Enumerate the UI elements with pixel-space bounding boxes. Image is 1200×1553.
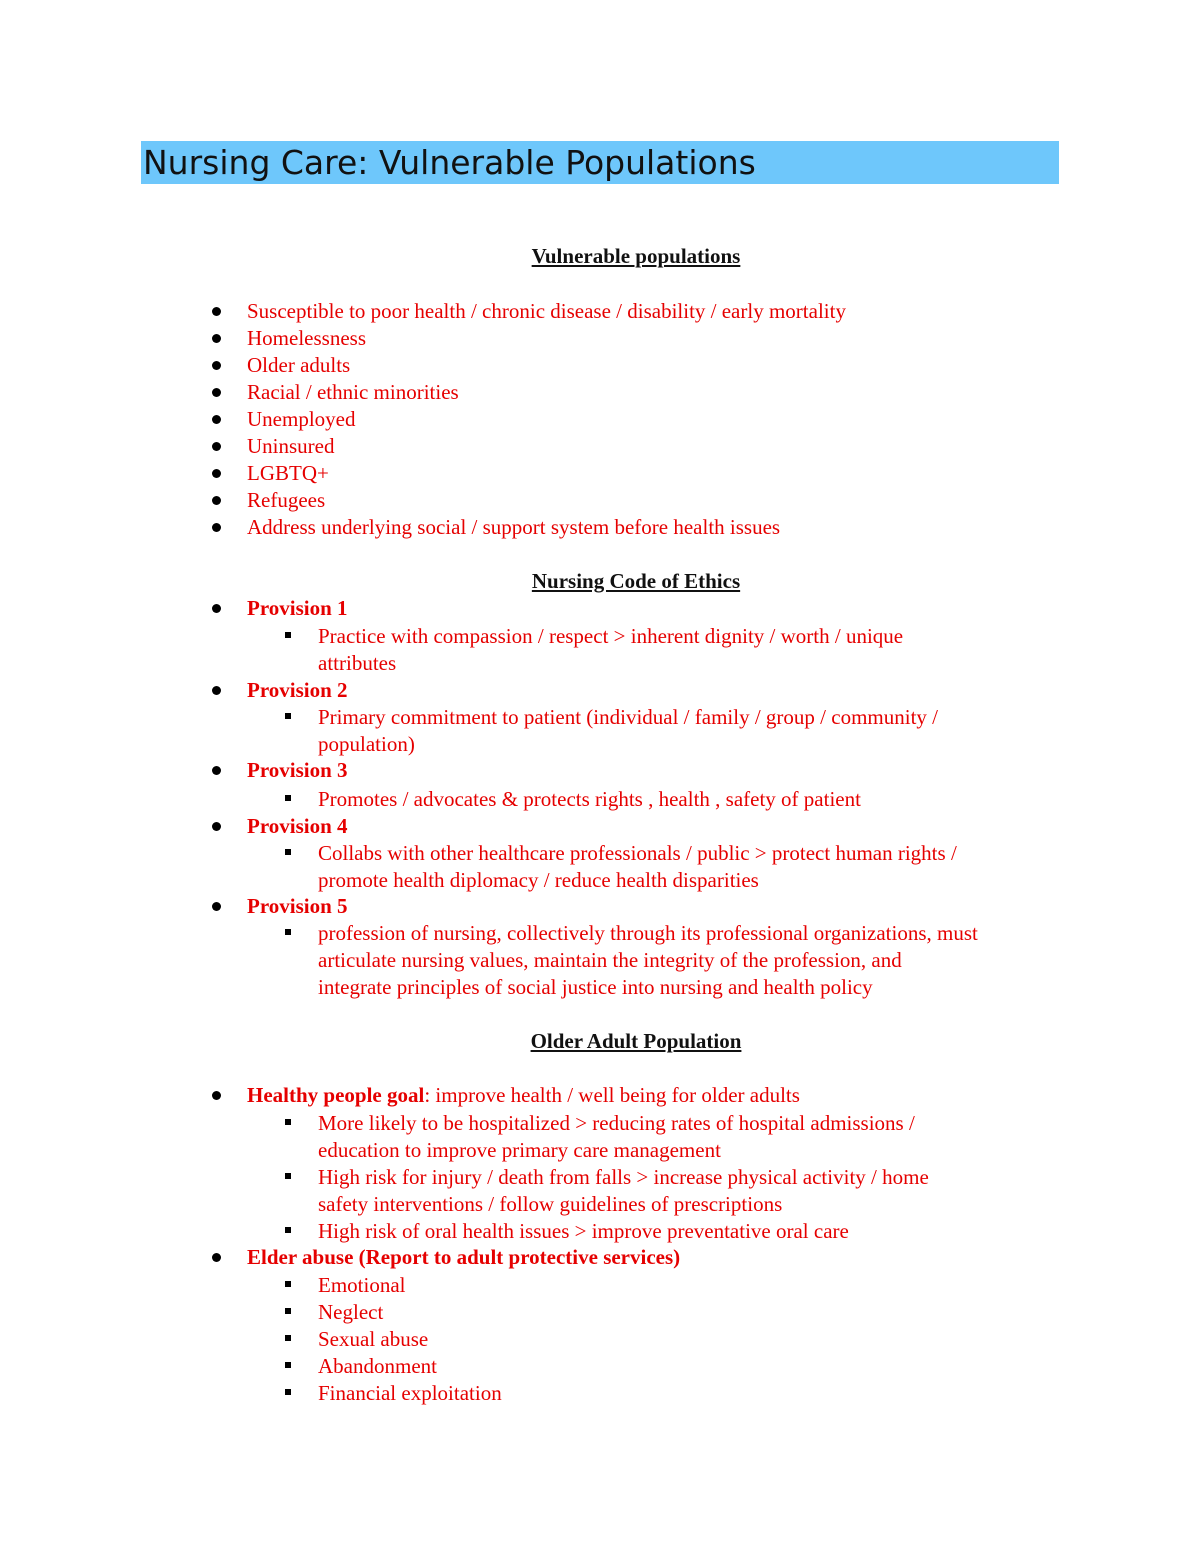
- section-heading-older: Older Adult Population: [530, 1029, 742, 1053]
- square-bullet-icon: [285, 1335, 291, 1341]
- bullet-icon: [212, 1253, 221, 1262]
- list-item: Financial exploitation: [318, 1381, 502, 1405]
- list-item-continued: attributes: [318, 651, 397, 675]
- provision-3-label: Provision 3: [247, 758, 348, 782]
- list-item: Collabs with other healthcare professionals / public > protect human rights /: [318, 841, 957, 865]
- list-item: Homelessness: [247, 326, 366, 350]
- bullet-icon: [212, 361, 221, 370]
- list-item: Susceptible to poor health / chronic disease / disability / early mortality: [247, 299, 846, 323]
- list-item: Unemployed: [247, 407, 356, 431]
- bullet-icon: [212, 469, 221, 478]
- list-item: High risk of oral health issues > improve preventative oral care: [318, 1219, 849, 1243]
- page-title: Nursing Care: Vulnerable Populations: [143, 143, 756, 182]
- square-bullet-icon: [285, 1173, 291, 1179]
- square-bullet-icon: [285, 1119, 291, 1125]
- square-bullet-icon: [285, 713, 291, 719]
- bullet-icon: [212, 415, 221, 424]
- list-item-continued: articulate nursing values, maintain the integrity of the profession, and: [318, 948, 902, 972]
- bullet-icon: [212, 766, 221, 775]
- list-item: Abandonment: [318, 1354, 437, 1378]
- list-item: Refugees: [247, 488, 326, 512]
- bullet-icon: [212, 442, 221, 451]
- section-heading-vulnerable: Vulnerable populations: [531, 244, 741, 268]
- square-bullet-icon: [285, 632, 291, 638]
- title-bar: [141, 141, 1059, 184]
- square-bullet-icon: [285, 1227, 291, 1233]
- list-item: Racial / ethnic minorities: [247, 380, 459, 404]
- bullet-icon: [212, 902, 221, 911]
- bullet-icon: [212, 334, 221, 343]
- list-item: Emotional: [318, 1273, 406, 1297]
- list-item: Practice with compassion / respect > inherent dignity / worth / unique: [318, 624, 904, 648]
- square-bullet-icon: [285, 1281, 291, 1287]
- elder-abuse-label: Elder abuse (Report to adult protective services): [247, 1245, 681, 1269]
- bullet-icon: [212, 307, 221, 316]
- square-bullet-icon: [285, 1362, 291, 1368]
- list-item: Address underlying social / support system before health issues: [247, 515, 781, 539]
- provision-2-label: Provision 2: [247, 678, 348, 702]
- bullet-icon: [212, 523, 221, 532]
- list-item-continued: education to improve primary care management: [318, 1138, 721, 1162]
- list-item: Primary commitment to patient (individual / family / group / community /: [318, 705, 938, 729]
- list-item-continued: safety interventions / follow guidelines of prescriptions: [318, 1192, 783, 1216]
- bullet-icon: [212, 1091, 221, 1100]
- list-item-continued: promote health diplomacy / reduce health disparities: [318, 868, 759, 892]
- square-bullet-icon: [285, 929, 291, 935]
- list-item: Older adults: [247, 353, 351, 377]
- square-bullet-icon: [285, 849, 291, 855]
- list-item: Neglect: [318, 1300, 384, 1324]
- list-item: More likely to be hospitalized > reducing rates of hospital admissions /: [318, 1111, 915, 1135]
- provision-5-label: Provision 5: [247, 894, 348, 918]
- provision-1-label: Provision 1: [247, 596, 348, 620]
- list-item: Sexual abuse: [318, 1327, 429, 1351]
- list-item: LGBTQ+: [247, 461, 329, 485]
- square-bullet-icon: [285, 795, 291, 801]
- bullet-icon: [212, 496, 221, 505]
- list-item: profession of nursing, collectively through its professional organizations, must: [318, 921, 978, 945]
- section-heading-ethics: Nursing Code of Ethics: [531, 569, 741, 593]
- provision-4-label: Provision 4: [247, 814, 348, 838]
- square-bullet-icon: [285, 1308, 291, 1314]
- list-item-continued: integrate principles of social justice into nursing and health policy: [318, 975, 873, 999]
- bullet-icon: [212, 686, 221, 695]
- square-bullet-icon: [285, 1389, 291, 1395]
- list-item: High risk for injury / death from falls > increase physical activity / home: [318, 1165, 929, 1189]
- bullet-icon: [212, 388, 221, 397]
- bullet-icon: [212, 604, 221, 613]
- list-item: Uninsured: [247, 434, 335, 458]
- healthy-goal-label: Healthy people goal: [247, 1083, 425, 1107]
- list-item-continued: population): [318, 732, 415, 756]
- healthy-goal-text: : improve health / well being for older adults: [424, 1083, 800, 1107]
- list-item: Promotes / advocates & protects rights , health , safety of patient: [318, 787, 861, 811]
- bullet-icon: [212, 822, 221, 831]
- list-item: [247, 1082, 800, 1109]
